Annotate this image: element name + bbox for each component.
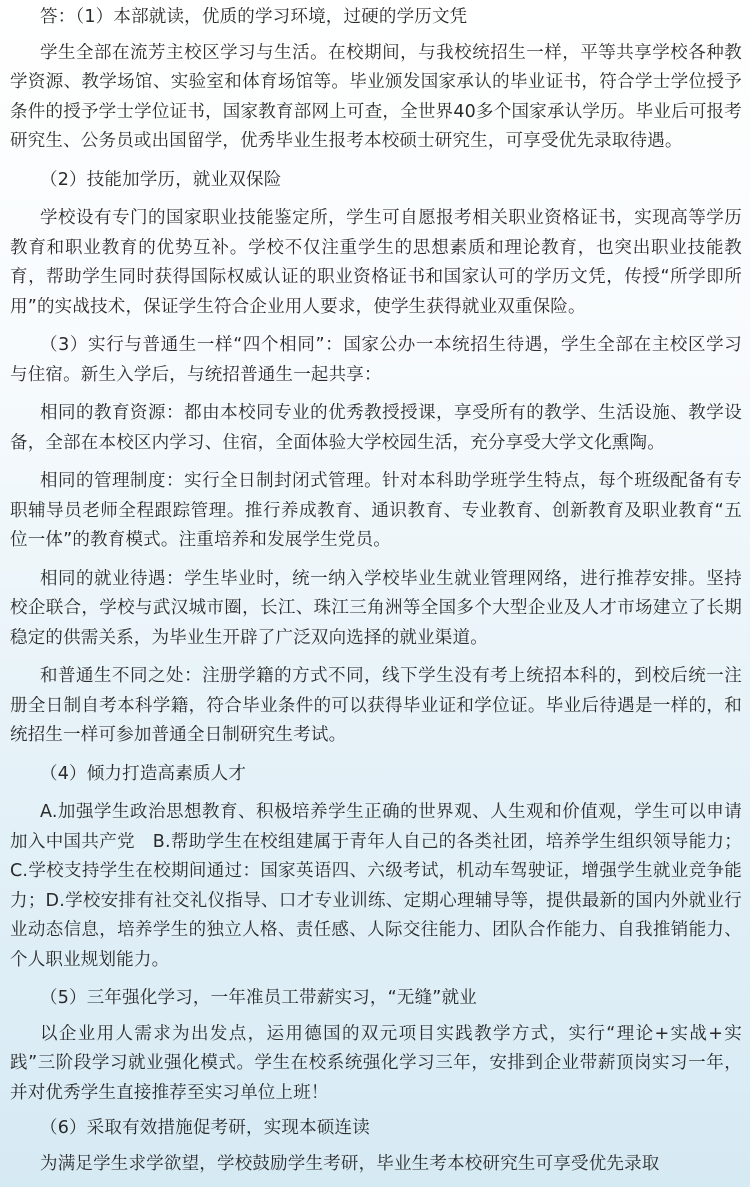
section-heading-4: （4）倾力打造高素质人才 bbox=[40, 763, 247, 784]
section-heading-2: （2）技能加学历，就业双保险 bbox=[40, 169, 282, 190]
paragraph-skills-degree: 学校设有专门的国家职业技能鉴定所，学生可自愿报考相关职业资格证书，实现高等学历教育和职业教育的优势互补。学校不仅注重学生的思想素质和理论教育，也突出职业技能教育，帮助学生同时获得国际权威认证的职业资格证书和国家认可的学历文凭，传授“所学即所用”的实战技术，保证学生符合企业用人要求，使学生获得就业双重保险。 bbox=[10, 208, 742, 317]
paragraph-graduate-study: 为满足学生求学欲望，学校鼓励学生考研，毕业生考本校研究生可享受优先录取 bbox=[40, 1153, 660, 1174]
paragraph-same-employment: 相同的就业待遇：学生毕业时，统一纳入学校毕业生就业管理网络，进行推荐安排。坚持校企联合，学校与武汉城市圈，长江、珠江三角洲等全国多个大型企业及人才市场建立了长期稳定的供需关系，为毕业生开辟了广泛双向选择的就业渠道。 bbox=[10, 568, 742, 648]
paragraph-differences: 和普通生不同之处：注册学籍的方式不同，线下学生没有考上统招本科的，到校后统一注册全日制自考本科学籍，符合毕业条件的可以获得毕业证和学位证。毕业后待遇是一样的，和统招生一样可参加普通全日制研究生考试。 bbox=[10, 666, 742, 745]
paragraph-same-resources: 相同的教育资源：都由本校同专业的优秀教授授课，享受所有的教学、生活设施、教学设备，全部在本校区内学习、住宿，全面体验大学校园生活，充分享受大学文化熏陶。 bbox=[10, 403, 742, 453]
section-heading-5: （5）三年强化学习，一年准员工带薪实习，“无缝”就业 bbox=[40, 988, 477, 1008]
paragraph-same-management: 相同的管理制度：实行全日制封闭式管理。针对本科助学班学生特点，每个班级配备有专职辅导员老师全程跟踪管理。推行养成教育、通识教育、专业教育、创新教育及职业教育“五位一体”的教育模式。注重培养和发展学生党员。 bbox=[10, 471, 742, 550]
paragraph-talent-cultivation: A.加强学生政治思想教育、积极培养学生正确的世界观、人生观和价值观，学生可以申请加入中国共产党 B.帮助学生在校组建属于青年人自己的各类社团，培养学生组织领导能力；C.学校支持学生在校期间通过：国家英语四、六级考试，机动车驾驶证，增强学生就业竞争能力；D.学校安排有社交礼仪指导、口才专业训练、定期心理辅导等，提供最新的国内外就业行业动态信息，培养学生的独立人格、责任感、人际交往能力、团队合作能力、自我推销能力、个人职业规划能力。 bbox=[10, 802, 742, 970]
section-heading-6: （6）采取有效措施促考研，实现本硕连读 bbox=[40, 1118, 370, 1138]
section-heading-3: （3）实行与普通生一样“四个相同”：国家公办一本统招生待遇，学生全部在主校区学习与住宿。新生入学后，与统招普通生一起共享： bbox=[10, 335, 742, 385]
answer-heading-1: 答：（1）本部就读，优质的学习环境，过硬的学历文凭 bbox=[40, 7, 468, 27]
paragraph-study-environment: 学生全部在流芳主校区学习与生活。在校期间，与我校统招生一样，平等共享学校各种教学资源、教学场馆、实验室和体育场馆等。毕业颁发国家承认的毕业证书，符合学士学位授予条件的授予学士学位证书，国家教育部网上可查，全世界40多个国家承认学历。毕业后可报考研究生、公务员或出国留学，优秀毕业生报考本校硕士研究生，可享受优先录取待遇。 bbox=[10, 42, 742, 151]
paragraph-internship: 以企业用人需求为出发点，运用德国的双元项目实践教学方式，实行“理论+实战+实践”三阶段学习就业强化模式。学生在校系统强化学习三年，安排到企业带薪顶岗实习一年，并对优秀学生直接推荐至实习单位上班！ bbox=[10, 1023, 742, 1103]
